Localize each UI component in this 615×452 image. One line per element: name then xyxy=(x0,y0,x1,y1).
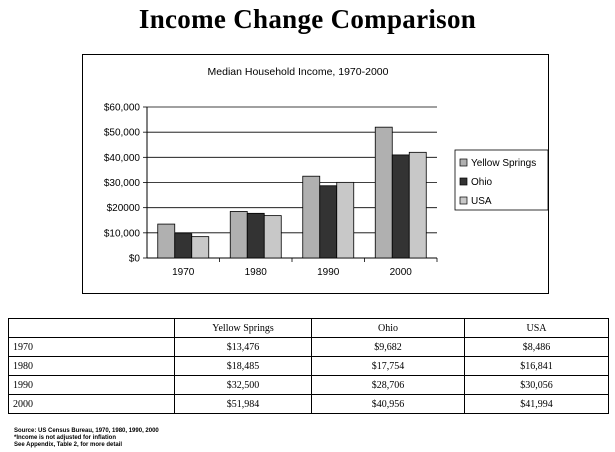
bar xyxy=(375,127,392,258)
x-tick-label: 1970 xyxy=(172,267,195,278)
table-cell: $9,682 xyxy=(312,338,465,357)
table-cell: $17,754 xyxy=(312,357,465,376)
table-row-year: 1980 xyxy=(9,357,175,376)
source-note: *Income is not adjusted for inflation xyxy=(14,435,117,441)
table-cell: $41,994 xyxy=(465,395,609,414)
table-cell: $18,485 xyxy=(175,357,312,376)
table-cell: $40,956 xyxy=(312,395,465,414)
table-cell: $51,984 xyxy=(175,395,312,414)
y-tick-label: $20000 xyxy=(106,203,140,215)
bar xyxy=(247,213,264,258)
table-cell: $16,841 xyxy=(465,357,609,376)
y-tick-label: $10,000 xyxy=(103,228,140,240)
source-note: Source: US Census Bureau, 1970, 1980, 1990, 2000 xyxy=(14,428,159,434)
table-cell: $32,500 xyxy=(175,376,312,395)
table-row xyxy=(9,338,609,357)
page-title: Income Change Comparison xyxy=(138,4,477,34)
income-bar-chart xyxy=(83,55,550,295)
legend-label: USA xyxy=(471,196,492,207)
table-cell: $13,476 xyxy=(175,338,312,357)
chart-title: Median Household Income, 1970-2000 xyxy=(207,66,389,78)
y-tick-label: $0 xyxy=(128,253,140,265)
table-row xyxy=(9,376,609,395)
y-tick-label: $60,000 xyxy=(103,102,140,114)
table-row-year: 1990 xyxy=(9,376,175,395)
bar xyxy=(158,224,175,258)
bar xyxy=(320,186,337,258)
x-tick-label: 2000 xyxy=(389,267,412,278)
legend-label: Ohio xyxy=(471,177,493,188)
bar xyxy=(303,176,320,258)
legend-label: Yellow Springs xyxy=(471,158,537,169)
bar xyxy=(230,211,247,258)
x-tick-label: 1980 xyxy=(244,267,267,278)
bar xyxy=(192,237,209,258)
table-header-cell xyxy=(9,319,175,338)
table-header-row xyxy=(9,319,609,338)
legend-swatch xyxy=(460,197,467,204)
table-row xyxy=(9,357,609,376)
table-cell: $8,486 xyxy=(465,338,609,357)
table-header-cell: Ohio xyxy=(312,319,465,338)
table-row xyxy=(9,395,609,414)
table-header-cell: Yellow Springs xyxy=(175,319,312,338)
bar xyxy=(337,182,354,258)
y-tick-label: $50,000 xyxy=(103,127,140,139)
bar xyxy=(264,216,281,258)
chart-frame xyxy=(82,54,549,294)
table-cell: $30,056 xyxy=(465,376,609,395)
source-notes xyxy=(14,428,159,449)
table-header-cell: USA xyxy=(465,319,609,338)
bar xyxy=(175,234,192,258)
legend-swatch xyxy=(460,178,467,185)
bar xyxy=(392,155,409,258)
bar xyxy=(409,152,426,258)
table-cell: $28,706 xyxy=(312,376,465,395)
legend-swatch xyxy=(460,159,467,166)
y-tick-label: $30,000 xyxy=(103,178,140,189)
y-tick-label: $40,000 xyxy=(103,152,140,164)
table-row-year: 2000 xyxy=(9,395,175,414)
table-row-year: 1970 xyxy=(9,338,175,357)
source-note: See Appendix, Table 2, for more detail xyxy=(14,442,123,448)
x-tick-label: 1990 xyxy=(317,267,340,278)
income-table xyxy=(8,318,609,414)
